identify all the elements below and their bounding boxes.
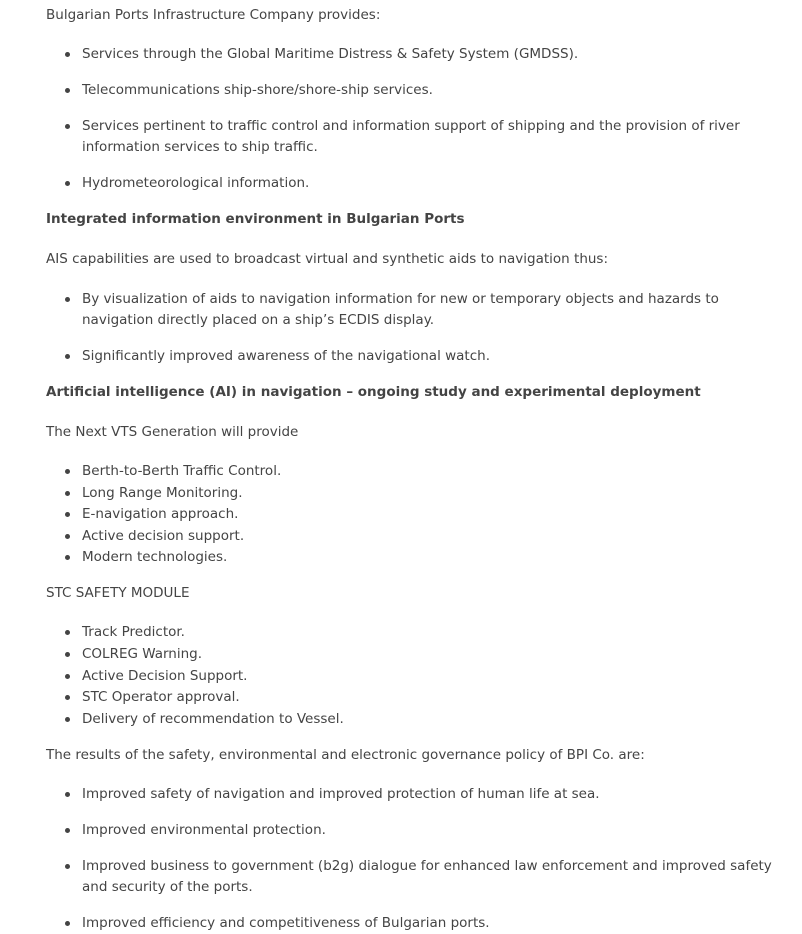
list-item: STC Operator approval. xyxy=(46,687,794,708)
list-item: Active decision support. xyxy=(46,526,794,547)
list-item: Improved environmental protection. xyxy=(46,820,794,841)
list-item: Significantly improved awareness of the navigational watch. xyxy=(46,346,794,367)
list-item: Hydrometeorological information. xyxy=(46,173,794,194)
ais-list xyxy=(46,289,794,367)
results-intro-paragraph: The results of the safety, environmental and electronic governance policy of BPI Co. are: xyxy=(46,746,645,763)
intro-paragraph: Bulgarian Ports Infrastructure Company provides: xyxy=(46,7,381,23)
list-item: Delivery of recommendation to Vessel. xyxy=(46,709,794,730)
services-list xyxy=(46,44,794,194)
list-item: Long Range Monitoring. xyxy=(46,483,794,504)
vts-list xyxy=(46,461,794,568)
list-item: By visualization of aids to navigation information for new or temporary objects and hazards to navigation directly placed on a ship’s ECDIS display. xyxy=(46,289,794,331)
list-item: Track Predictor. xyxy=(46,622,794,643)
list-item: Improved business to government (b2g) dialogue for enhanced law enforcement and improved safety and security of the ports. xyxy=(46,856,794,898)
stc-list xyxy=(46,622,794,729)
list-item: Telecommunications ship-shore/shore-ship services. xyxy=(46,80,794,101)
list-item: Active Decision Support. xyxy=(46,666,794,687)
vts-intro-paragraph: The Next VTS Generation will provide xyxy=(46,424,299,440)
integrated-heading: Integrated information environment in Bulgarian Ports xyxy=(46,211,465,227)
list-item: Modern technologies. xyxy=(46,547,794,568)
list-item: Berth-to-Berth Traffic Control. xyxy=(46,461,794,482)
list-item: Improved efficiency and competitiveness of Bulgarian ports. xyxy=(46,913,794,934)
list-item: Improved safety of navigation and improved protection of human life at sea. xyxy=(46,784,794,805)
list-item: COLREG Warning. xyxy=(46,644,794,665)
ai-heading: Artificial intelligence (AI) in navigation – ongoing study and experimental deployment xyxy=(46,384,701,400)
list-item: Services through the Global Maritime Distress & Safety System (GMDSS). xyxy=(46,44,794,65)
list-item: E-navigation approach. xyxy=(46,504,794,525)
article-content xyxy=(46,0,794,934)
ais-intro-paragraph: AIS capabilities are used to broadcast virtual and synthetic aids to navigation thus: xyxy=(46,251,609,267)
results-list xyxy=(46,784,794,934)
stc-title: STC SAFETY MODULE xyxy=(46,585,190,602)
list-item: Services pertinent to traffic control and information support of shipping and the provision of river information services to ship traffic. xyxy=(46,116,794,158)
